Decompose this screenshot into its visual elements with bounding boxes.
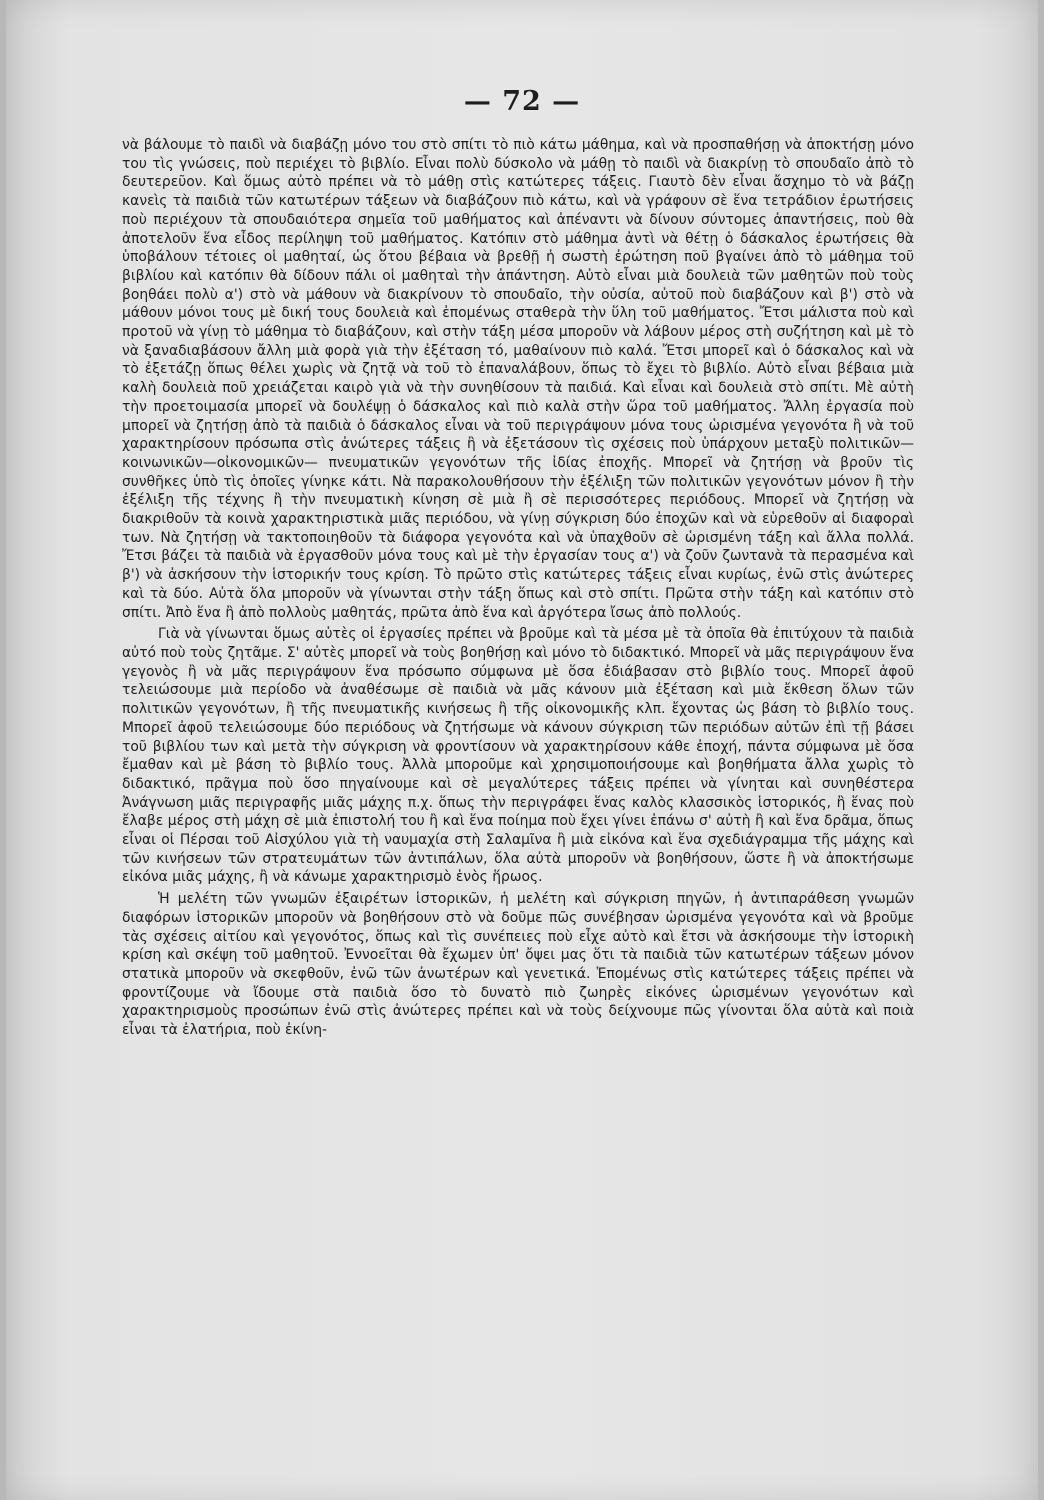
paragraph-1: νὰ βάλουμε τὸ παιδὶ νὰ διαβάζῃ μόνο του στὸ σπίτι τὸ πιὸ κάτω μάθημα, καὶ νὰ προσπαθήσῃ νὰ ἀποκτήσῃ μόνο του τὶς γνώσεις, ποὺ περιέχει τὸ βιβλίο. Εἶναι πολὺ δύσκολο νὰ μάθῃ τὸ παιδὶ νὰ διακρίνῃ τὸ σπουδαῖο ἀπὸ τὸ δευτερεῦον. Καὶ ὅμως αὐτὸ πρέπει νὰ τὸ μάθῃ στὶς κατώτερες τάξεις. Γιαυτὸ δὲν εἶναι ἄσχημο τὸ νὰ βάζῃ κανεὶς τὰ παιδιὰ τῶν κατωτέρων τάξεων νὰ διαβάζουν πιὸ κάτω, καὶ νὰ γράφουν σὲ ἕνα τετράδιον ἐρωτήσεις ποὺ περιέχουν τὰ σπουδαιότερα σημεῖα τοῦ μαθήματος καὶ ἀπέναντι νὰ δίνουν σύντομες ἀπαντήσεις, ποὺ θὰ ἀποτελοῦν ἕνα εἶδος περίληψη τοῦ μαθήματος. Κατόπιν στὸ μάθημα ἀντὶ νὰ θέτῃ ὁ δάσκαλος ἐρωτήσεις θὰ ὑποβάλουν τέτοιες οἱ μαθηταί, ὡς ὅτου βέβαια νὰ βρεθῇ ἡ σωστὴ ἐρώτηση ποῦ βγαίνει ἀπὸ τὸ μάθημα τοῦ βιβλίου καὶ κατόπιν θὰ δίδουν πάλι οἱ μαθηταὶ τὴν ἀπάντηση. Αὐτὸ εἶναι μιὰ δουλειὰ τῶν μαθητῶν ποὺ τοὺς βοηθάει πολὺ α') στὸ νὰ μάθουν νὰ διακρίνουν τὸ σπουδαῖο, τὴν οὐσία, αὐτοῦ ποὺ διαβάζουν καὶ β') στὸ νὰ μάθουν μόνοι τους μὲ δική τους δουλειὰ καὶ ἐπομένως σταθερὰ τὴν ὕλη τοῦ μαθήματος. Ἔτσι μάλιστα ποὺ καὶ προτοῦ νὰ γίνῃ τὸ μάθημα τὸ διαβάζουν, καὶ στὴν τάξη μέσα μποροῦν νὰ λάβουν μέρος στὴ συζήτηση καὶ μὲ τὸ νὰ ξαναδιαβάσουν ἄλλη μιὰ φορὰ γιὰ τὴν ἐξέταση τό, μαθαίνουν πιὸ καλά. Ἔτσι μπορεῖ καὶ ὁ δάσκαλος καὶ νὰ τὸ ἐξετάζῃ ὅπως θέλει χωρὶς νὰ ζητᾷ νὰ τοῦ τὸ ἐπαναλάβουν, ὅπως τὸ ἔχει τὸ βιβλίο. Αὐτὸ εἶναι βέβαια μιὰ καλὴ δουλειὰ ποῦ χρειάζεται καιρὸ γιὰ νὰ τὴν συνηθίσουν τὰ παιδιά. Καὶ εἶναι καὶ δουλειὰ στὸ σπίτι. Μὲ αὐτὴ τὴν προετοιμασία μπορεῖ νὰ δουλέψῃ ὁ δάσκαλος καὶ πιὸ καλὰ στὴν ὥρα τοῦ μαθήματος. Ἄλλη ἐργασία ποὺ μπορεῖ νὰ ζητήσῃ ἀπὸ τὰ παιδιὰ ὁ δάσκαλος εἶναι νὰ τοῦ περιγράψουν μόνα τους ὡρισμένα γεγονότα ἢ νὰ τοῦ χαρακτηρίσουν πρόσωπα στὶς ἀνώτερες τάξεις ἢ νὰ ἐξετάσουν τὶς σχέσεις ποὺ ὑπάρχουν μεταξὺ πολιτικῶν—κοινωνικῶν—οἰκονομικῶν— πνευματικῶν γεγονότων τῆς ἰδίας ἐποχῆς. Μπορεῖ νὰ ζητήσῃ νὰ βροῦν τὶς συνθῆκες ὑπὸ τὶς ὁποῖες γίνηκε κάτι. Νὰ παρακολουθήσουν τὴν ἐξέλιξη τῶν πολιτικῶν γεγονότων μόνον ἢ τὴν ἐξέλιξη τῆς τέχνης ἢ τὴν πνευματικὴ κίνηση σὲ μιὰ ἢ σὲ περισσότερες περιόδους. Μπορεῖ νὰ ζητήσῃ νὰ διακριθοῦν τὰ κοινὰ χαρακτηριστικὰ μιᾶς περιόδου, νὰ γίνῃ σύγκριση δύο ἐποχῶν καὶ νὰ εὑρεθοῦν αἱ διαφοραὶ των. Νὰ ζητήσῃ νὰ τακτοποιηθοῦν τὰ διάφορα γεγονότα καὶ νὰ ὑπαχθοῦν σὲ ὡρισμένη τάξη καὶ ἄλλα πολλά. Ἔτσι βάζει τὰ παιδιὰ νὰ ἐργασθοῦν μόνα τους καὶ μὲ τὴν ἐργασίαν τους α') νὰ ζοῦν ζωντανὰ τὰ περασμένα καὶ β') νὰ ἀσκήσουν τὴν ἱστορικήν τους κρίση. Τὸ πρῶτο στὶς κατώτερες τάξεις εἶναι κυρίως, ἐνῶ στὶς ἀνώτερες καὶ τὰ δύο. Αὐτὰ ὅλα μποροῦν νὰ γίνωνται στὴν τάξη ὅπως καὶ στὸ σπίτι. Πρῶτα στὴν τάξη καὶ κατόπιν στὸ σπίτι. Ἀπὸ ἕνα ἢ ἀπὸ πολλοὺς μαθητάς, πρῶτα ἀπὸ ἕνα καὶ ἀργότερα ἴσως ἀπὸ πολλούς. — [122, 137, 914, 621]
page-number: — 72 — — [463, 86, 581, 117]
paragraph-3: Ἡ μελέτη τῶν γνωμῶν ἐξαιρέτων ἱστορικῶν, ἡ μελέτη καὶ σύγκριση πηγῶν, ἡ ἀντιπαράθεση γνωμῶν διαφόρων ἱστορικῶν μποροῦν νὰ βοηθήσουν στὸ νὰ δοῦμε πῶς συνέβησαν ὡρισμένα γεγονότα καὶ νὰ βροῦμε τὰς σχέσεις αἰτίου καὶ γεγονότος, ὅπως καὶ τὶς συνέπειες ποὺ εἶχε αὐτὸ καὶ ἔτσι νὰ ἀσκήσουμε τὴν ἱστορικὴ κρίση καὶ σκέψη τοῦ μαθητοῦ. Ἐννοεῖται θὰ ἔχωμεν ὑπ' ὄψει μας ὅτι τὰ παιδιὰ τῶν κατωτέρων τάξεων μόνον στατικὰ μποροῦν νὰ σκεφθοῦν, ἐνῶ τῶν ἀνωτέρων καὶ γενετικά. Ἑπομένως στὶς κατώτερες τάξεις πρέπει νὰ φροντίζουμε νὰ ἴδουμε στὰ παιδιὰ ὅσο τὸ δυνατὸ πιὸ ζωηρὲς εἰκόνες ὡρισμένων γεγονότων καὶ χαρακτηρισμοὺς προσώπων ἐνῶ στὶς ἀνώτερες πρέπει καὶ νὰ τοὺς δείχνουμε πῶς γίνονται ὅλα αὐτὰ καὶ ποιὰ εἶναι τὰ ἐλατήρια, ποὺ ἐκίνη- — [122, 891, 914, 1039]
book-page — [6, 0, 1038, 1500]
page-text-body — [122, 136, 914, 1040]
paragraph-2: Γιὰ νὰ γίνωνται ὅμως αὐτὲς οἱ ἐργασίες πρέπει νὰ βροῦμε καὶ τὰ μέσα μὲ τὰ ὁποῖα θὰ ἐπιτύχουν τὰ παιδιὰ αὐτό ποὺ τοὺς ζητᾶμε. Σ' αὐτὲς μπορεῖ νὰ τοὺς βοηθήσῃ καὶ μόνο τὸ διδακτικό. Μπορεῖ νὰ μᾶς περιγράψουν ἕνα γεγονὸς ἢ νὰ μᾶς περιγράψουν ἕνα πρόσωπο σύμφωνα μὲ ὅσα ἐδιάβασαν στὸ βιβλίο τους. Μπορεῖ ἀφοῦ τελειώσουμε μιὰ περίοδο νὰ ἀναθέσωμε σὲ παιδιὰ νὰ μᾶς κάνουν μιὰ ἐξέταση καὶ μιὰ ἔκθεση ὅλων τῶν πολιτικῶν γεγονότων, ἢ τῆς πνευματικῆς κινήσεως ἢ τῆς οἰκονομικῆς κλπ. ἔχοντας ὡς βάση τὸ βιβλίο τους. Μπορεῖ ἀφοῦ τελειώσουμε δύο περιόδους νὰ ζητήσωμε νὰ κάνουν σύγκριση τῶν περιόδων αὐτῶν ἐπὶ τῇ βάσει τοῦ βιβλίου των καὶ μετὰ τὴν σύγκριση νὰ φροντίσουν νὰ χαρακτηρίσουν κάθε ἐποχή, πάντα σύμφωνα μὲ ὅσα ἔμαθαν καὶ μὲ βάση τὸ βιβλίο τους. Ἀλλὰ μποροῦμε καὶ χρησιμοποιήσουμε καὶ βοηθήματα ἄλλα χωρὶς τὸ διδακτικό, πρᾶγμα ποὺ ὅσο πηγαίνουμε καὶ σὲ μεγαλύτερες τάξεις πρέπει νὰ γίνηται καὶ συνηθέστερα Ἀνάγνωση μιᾶς περιγραφῆς μιᾶς μάχης π.χ. ὅπως τὴν περιγράφει ἕνας καλὸς κλασσικὸς ἱστορικός, ἢ ἕνας ποὺ ἔλαβε μέρος στὴ μάχη σὲ μιὰ ἐπιστολή του ἢ καὶ ἕνα ποίημα ποὺ ἔχει γίνει ἐπάνω σ' αὐτὴ ἢ καὶ ἕνα δρᾶμα, ὅπως εἶναι οἱ Πέρσαι τοῦ Αἰσχύλου γιὰ τὴ ναυμαχία στὴ Σαλαμῖνα ἢ μιὰ εἰκόνα καὶ ἕνα σχεδιάγραμμα τῆς μάχης καὶ τῶν κινήσεων τῶν στρατευμάτων τῶν ἀντιπάλων, ὅλα αὐτὰ μποροῦν νὰ βοηθήσουν, ὥστε ἢ νὰ ἀποκτήσωμε εἰκόνα μιᾶς μάχης, ἢ νὰ κάνωμε χαρακτηρισμὸ ἑνὸς ἥρωος. — [122, 626, 914, 886]
